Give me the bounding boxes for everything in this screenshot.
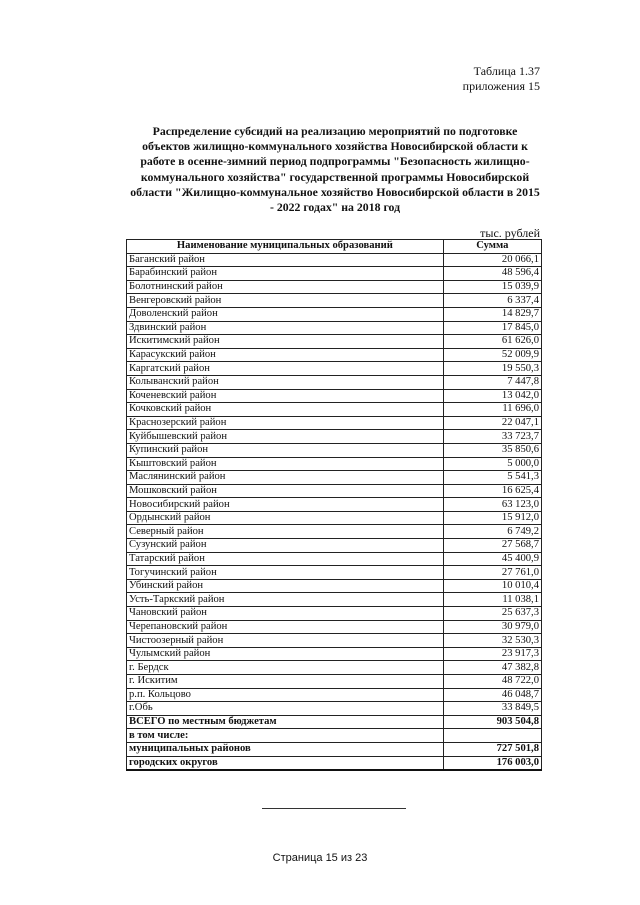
cell-amount: 46 048,7: [443, 688, 541, 702]
table-body: [127, 253, 542, 770]
cell-municipality: Искитимский район: [127, 335, 444, 349]
table-row: [127, 647, 542, 661]
cell-amount: 45 400,9: [443, 552, 541, 566]
table-row: [127, 430, 542, 444]
cell-amount: [443, 729, 541, 743]
units-label: тыс. рублей: [480, 226, 540, 240]
table-row: [127, 321, 542, 335]
table-row: [127, 253, 542, 267]
table-row: [127, 362, 542, 376]
table-row: [127, 511, 542, 525]
cell-amount: 48 596,4: [443, 267, 541, 281]
table-number: Таблица 1.37: [473, 64, 540, 78]
cell-municipality: Колыванский район: [127, 375, 444, 389]
cell-municipality: Сузунский район: [127, 539, 444, 553]
table-total-row: [127, 729, 542, 743]
cell-municipality: ВСЕГО по местным бюджетам: [127, 715, 444, 729]
cell-amount: 176 003,0: [443, 756, 541, 770]
table-row: [127, 267, 542, 281]
table-row: [127, 471, 542, 485]
appendix-label: приложения 15: [462, 79, 540, 93]
cell-municipality: Здвинский район: [127, 321, 444, 335]
cell-municipality: муниципальных районов: [127, 742, 444, 756]
document-title: Распределение субсидий на реализацию мероприятий по подготовке объектов жилищно-коммунального хозяйства Новосибирской области к работе в осенне-зимний период подпрограммы "Безопасность жилищно-коммунального хозяйства" государственной программы Новосибирской области "Жилищно-коммунальное хозяйство Новосибирской области в 2015 - 2022 годах" на 2018 год: [130, 124, 540, 215]
table-row: [127, 607, 542, 621]
cell-municipality: Барабинский район: [127, 267, 444, 281]
cell-amount: 14 829,7: [443, 307, 541, 321]
cell-amount: 27 568,7: [443, 539, 541, 553]
table-row: [127, 566, 542, 580]
table-row: [127, 389, 542, 403]
table-row: [127, 634, 542, 648]
cell-amount: 6 337,4: [443, 294, 541, 308]
cell-amount: 63 123,0: [443, 498, 541, 512]
cell-amount: 35 850,6: [443, 443, 541, 457]
cell-amount: 22 047,1: [443, 416, 541, 430]
cell-amount: 27 761,0: [443, 566, 541, 580]
cell-municipality: Новосибирский район: [127, 498, 444, 512]
table-row: [127, 280, 542, 294]
cell-municipality: Баганский район: [127, 253, 444, 267]
cell-municipality: Мошковский район: [127, 484, 444, 498]
cell-municipality: Маслянинский район: [127, 471, 444, 485]
cell-municipality: городских округов: [127, 756, 444, 770]
cell-municipality: Венгеровский район: [127, 294, 444, 308]
table-row: [127, 593, 542, 607]
cell-municipality: Чановский район: [127, 607, 444, 621]
cell-municipality: Ордынский район: [127, 511, 444, 525]
table-row: [127, 457, 542, 471]
cell-municipality: р.п. Кольцово: [127, 688, 444, 702]
cell-amount: 727 501,8: [443, 742, 541, 756]
table-row: [127, 484, 542, 498]
cell-amount: 11 696,0: [443, 403, 541, 417]
cell-amount: 5 000,0: [443, 457, 541, 471]
table-row: [127, 403, 542, 417]
cell-municipality: г. Искитим: [127, 675, 444, 689]
cell-municipality: Тогучинский район: [127, 566, 444, 580]
cell-municipality: Краснозерский район: [127, 416, 444, 430]
cell-amount: 33 849,5: [443, 702, 541, 716]
cell-municipality: Кочковский район: [127, 403, 444, 417]
cell-amount: 15 039,9: [443, 280, 541, 294]
table-row: [127, 688, 542, 702]
cell-amount: 61 626,0: [443, 335, 541, 349]
table-row: [127, 294, 542, 308]
table-total-row: [127, 742, 542, 756]
table-reference: [463, 64, 540, 94]
cell-amount: 33 723,7: [443, 430, 541, 444]
column-header-sum: Сумма: [443, 240, 541, 254]
table-row: [127, 443, 542, 457]
table-total-row: [127, 715, 542, 729]
table-row: [127, 702, 542, 716]
column-header-name: Наименование муниципальных образований: [127, 240, 444, 254]
cell-municipality: Болотнинский район: [127, 280, 444, 294]
cell-municipality: Северный район: [127, 525, 444, 539]
cell-amount: 20 066,1: [443, 253, 541, 267]
page-number: Страница 15 из 23: [272, 852, 368, 864]
cell-municipality: Кыштовский район: [127, 457, 444, 471]
cell-amount: 15 912,0: [443, 511, 541, 525]
cell-municipality: Доволенский район: [127, 307, 444, 321]
cell-amount: 17 845,0: [443, 321, 541, 335]
cell-amount: 30 979,0: [443, 620, 541, 634]
cell-municipality: Каргатский район: [127, 362, 444, 376]
cell-amount: 10 010,4: [443, 579, 541, 593]
footer-divider: [262, 808, 406, 809]
table-row: [127, 348, 542, 362]
table-row: [127, 416, 542, 430]
cell-municipality: Убинский район: [127, 579, 444, 593]
cell-municipality: Куйбышевский район: [127, 430, 444, 444]
table-row: [127, 525, 542, 539]
cell-amount: 48 722,0: [443, 675, 541, 689]
cell-amount: 11 038,1: [443, 593, 541, 607]
cell-municipality: Чистоозерный район: [127, 634, 444, 648]
cell-municipality: г.Обь: [127, 702, 444, 716]
table-row: [127, 539, 542, 553]
cell-municipality: Черепановский район: [127, 620, 444, 634]
cell-amount: 52 009,9: [443, 348, 541, 362]
table-row: [127, 307, 542, 321]
table-row: [127, 620, 542, 634]
cell-amount: 7 447,8: [443, 375, 541, 389]
cell-amount: 5 541,3: [443, 471, 541, 485]
table-row: [127, 579, 542, 593]
cell-municipality: Татарский район: [127, 552, 444, 566]
cell-amount: 19 550,3: [443, 362, 541, 376]
cell-amount: 6 749,2: [443, 525, 541, 539]
cell-amount: 903 504,8: [443, 715, 541, 729]
cell-amount: 13 042,0: [443, 389, 541, 403]
cell-municipality: Усть-Таркский район: [127, 593, 444, 607]
subsidy-table: [126, 239, 542, 771]
table-row: [127, 335, 542, 349]
cell-amount: 25 637,3: [443, 607, 541, 621]
table-header-row: [127, 240, 542, 254]
cell-amount: 32 530,3: [443, 634, 541, 648]
table-row: [127, 675, 542, 689]
cell-municipality: г. Бердск: [127, 661, 444, 675]
cell-municipality: Коченевский район: [127, 389, 444, 403]
cell-municipality: Купинский район: [127, 443, 444, 457]
cell-municipality: Чулымский район: [127, 647, 444, 661]
cell-amount: 16 625,4: [443, 484, 541, 498]
table-row: [127, 498, 542, 512]
cell-amount: 47 382,8: [443, 661, 541, 675]
table-row: [127, 661, 542, 675]
cell-municipality: Карасукский район: [127, 348, 444, 362]
table-total-row: [127, 756, 542, 770]
table-row: [127, 375, 542, 389]
cell-municipality: в том числе:: [127, 729, 444, 743]
cell-amount: 23 917,3: [443, 647, 541, 661]
table-row: [127, 552, 542, 566]
